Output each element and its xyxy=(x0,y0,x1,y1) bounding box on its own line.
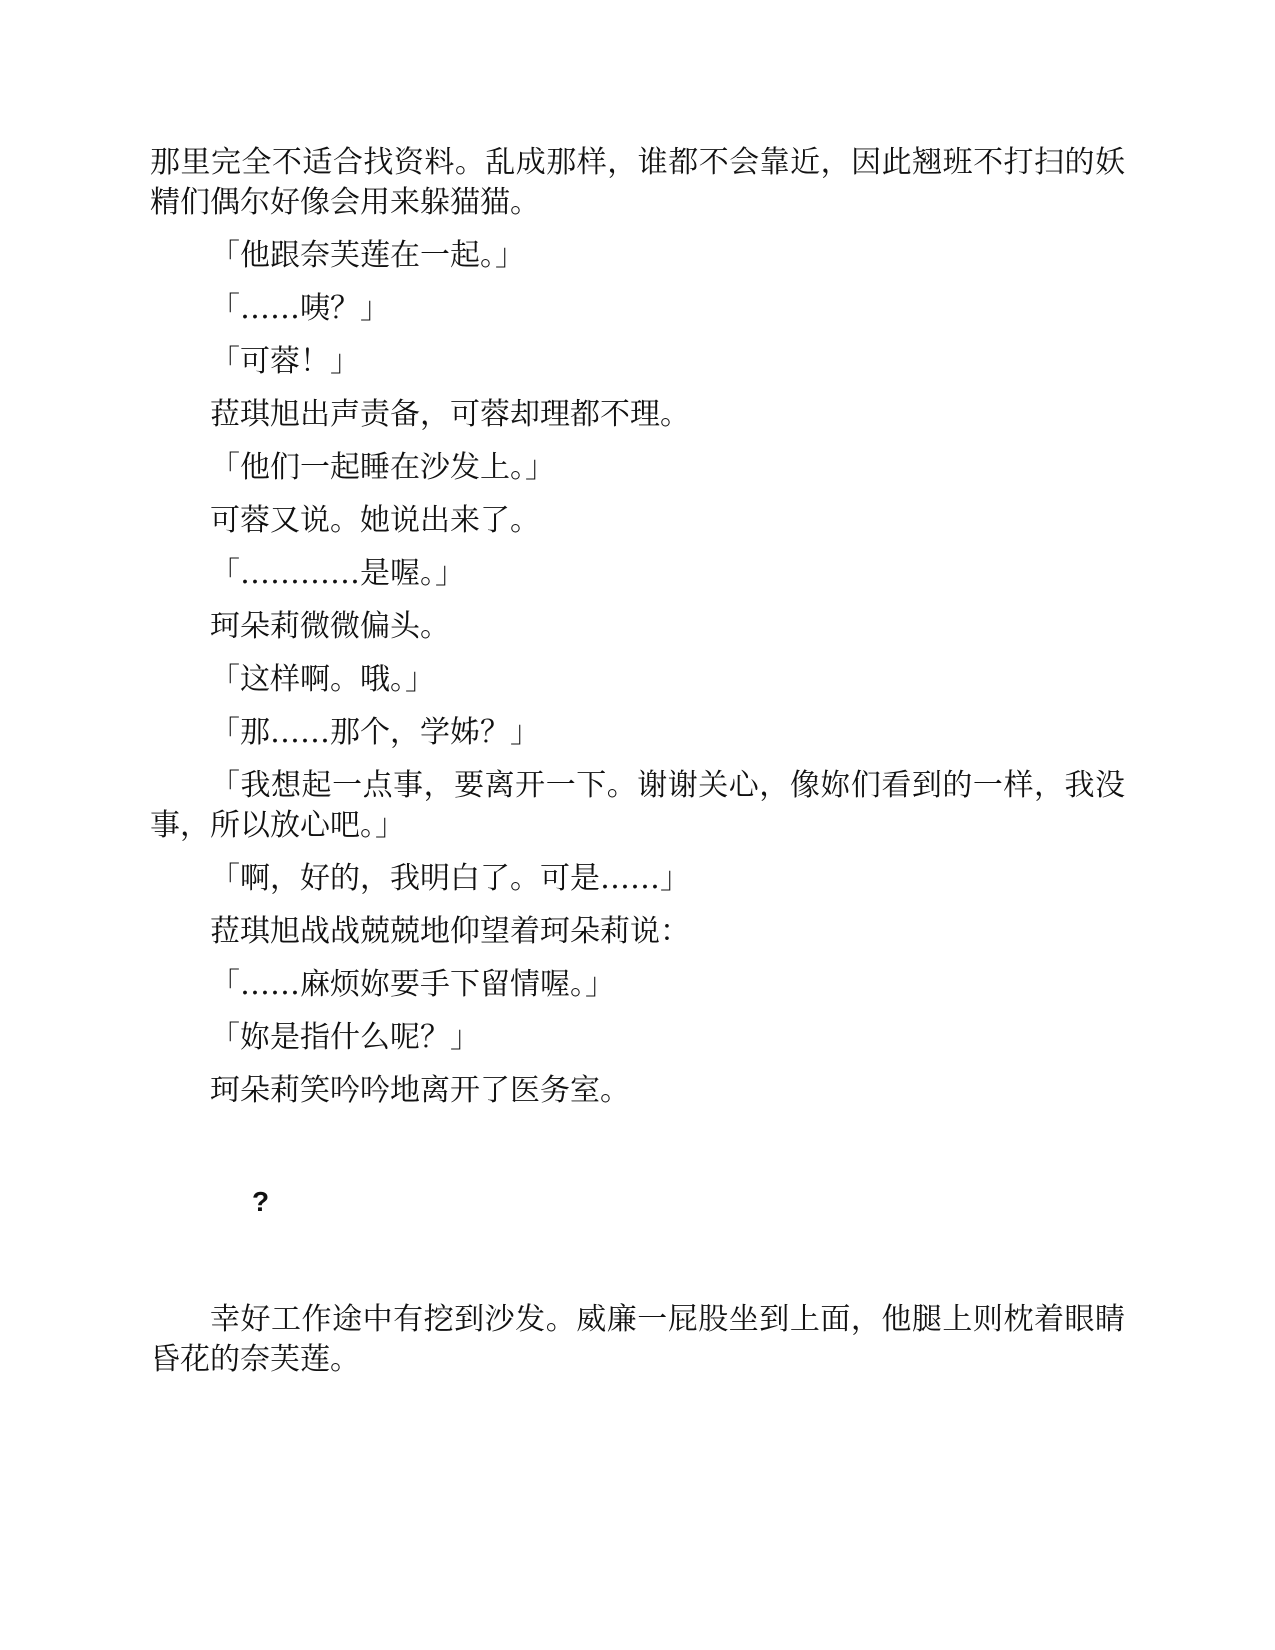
paragraph: 「啊，好的，我明白了。可是……」 xyxy=(210,861,690,896)
paragraph: 珂朵莉微微偏头。 xyxy=(210,609,450,644)
paragraph: 「妳是指什么呢？」 xyxy=(210,1020,480,1055)
paragraph: 「…………是喔。」 xyxy=(210,556,465,591)
body-text-continued xyxy=(150,1300,1125,1380)
paragraph: 「可蓉！」 xyxy=(210,344,360,379)
paragraph: 珂朵莉笑吟吟地离开了医务室。 xyxy=(210,1073,630,1108)
paragraph: 「……咦？」 xyxy=(210,291,390,326)
paragraph: 「他们一起睡在沙发上。」 xyxy=(210,450,555,485)
paragraph: 「这样啊。哦。」 xyxy=(210,662,435,697)
paragraph: 幸好工作途中有挖到沙发。威廉一屁股坐到上面，他腿上则枕着眼睛昏花的奈芙莲。 xyxy=(150,1302,1125,1377)
body-text xyxy=(150,143,1125,1124)
paragraph: 「他跟奈芙莲在一起。」 xyxy=(210,238,525,273)
section-separator: ? xyxy=(252,1186,270,1217)
paragraph: 「我想起一点事，要离开一下。谢谢关心，像妳们看到的一样，我没事，所以放心吧。」 xyxy=(150,768,1125,843)
paragraph: 「那……那个，学姊？」 xyxy=(210,715,540,750)
paragraph: 菈琪旭战战兢兢地仰望着珂朵莉说： xyxy=(210,914,690,949)
paragraph: 「……麻烦妳要手下留情喔。」 xyxy=(210,967,615,1002)
paragraph: 可蓉又说。她说出来了。 xyxy=(210,503,540,538)
paragraph: 菈琪旭出声责备，可蓉却理都不理。 xyxy=(210,397,690,432)
paragraph: 那里完全不适合找资料。乱成那样，谁都不会靠近，因此翘班不打扫的妖精们偶尔好像会用来躲猫猫。 xyxy=(150,145,1125,220)
